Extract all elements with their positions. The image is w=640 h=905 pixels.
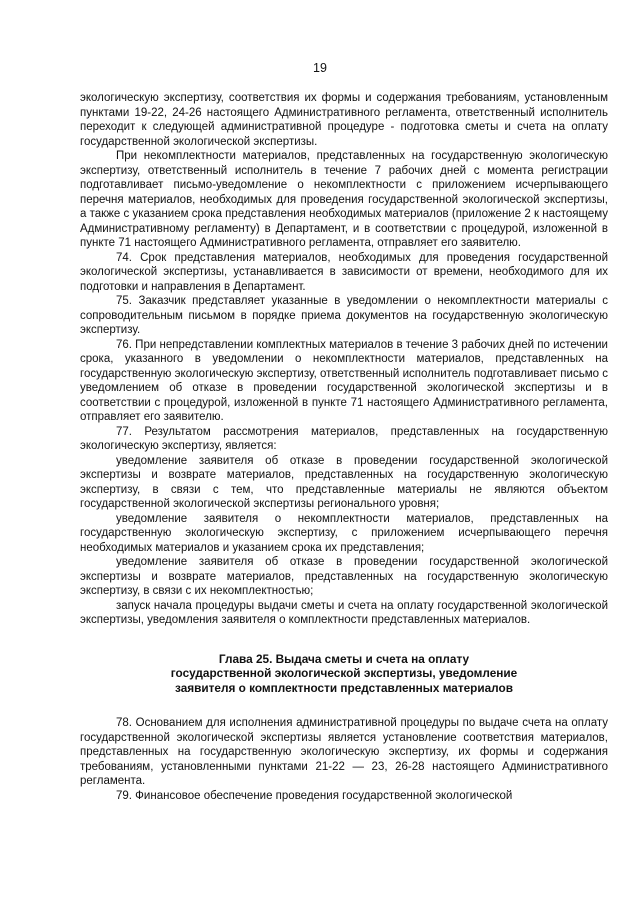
result-item: уведомление заявителя об отказе в проведении государственной экологической экспертизы и возврате материалов, представленных на государственную экологическую экспертизу, в связи с их некомплектностью; [80, 556, 608, 597]
chapter-title-line: Глава 25. Выдача сметы и счета на оплату [218, 651, 470, 666]
paragraph-item-77: 77. Результатом рассмотрения материалов, представленных на государственную экологическую экспертизу, является: [80, 425, 608, 452]
paragraph-item-74: 74. Срок представления материалов, необходимых для проведения государственной экологической экспертизы, устанавливается в зависимости от времени, необходимого для их подготовки и направления в Департамент. [80, 251, 608, 293]
paragraph-item-78: 78. Основанием для исполнения административной процедуры по выдаче счета на оплату государственной экологической экспертизы является установление соответствия материалов, представленных на государственную экологическую экспертизу, их формы и содержания требованиям, установленными пунктами 21-22 — 23, 26-28 настоящего Административного регламента. [80, 717, 608, 787]
document-body [80, 91, 608, 803]
chapter-title [80, 652, 608, 696]
result-item: уведомление заявителя о некомплектности материалов, представленных на государственную экологическую экспертизу, с приложением исчерпывающего перечня необходимых материалов и указанием срока их представления; [80, 512, 608, 554]
paragraph-item-76: 76. При непредставлении комплектных материалов в течение 3 рабочих дней по истечении срока, указанного в уведомлении о некомплектности материалов, представленных на государственную экологическую экспертизу, ответственный исполнитель подготавливает письмо с уведомлением об отказе в проведении государственной экологической экспертизы и в соответствии с процедурой, изложенной в пункте 71 настоящего Административного регламента, отправляет его заявителю. [80, 338, 608, 423]
paragraph-item-75: 75. Заказчик представляет указанные в уведомлении о некомплектности материалы с сопроводительным письмом в порядке приема документов на государственную экологическую экспертизу. [80, 295, 608, 336]
result-item: уведомление заявителя об отказе в проведении государственной экологической экспертизы и возврате материалов, представленных на государственную экологическую экспертизу, в связи с тем, что представленные материалы не являются объектом государственной экологической экспертизы регионального уровня; [80, 454, 608, 510]
paragraph-item-79: 79. Финансовое обеспечение проведения государственной экологической [116, 789, 513, 802]
chapter-title-line: заявителя о комплектности представленных материалов [175, 680, 513, 695]
paragraph: При некомплектности материалов, представленных на государственную экологическую экспертизу, ответственный исполнитель в течение 7 рабочих дней с момента регистрации подготавливает письмо-уведомление о некомплектности с приложением исчерпывающего перечня материалов, необходимых для проведения государственной экологической экспертизы, а также с указанием срока представления необходимых материалов (приложение 2 к настоящему Административному регламенту) в Департамент, и в соответствии с процедурой, изложенной в пункте 71 настоящего Административного регламента, отправляет его заявителю. [80, 150, 608, 249]
page-number: 19 [313, 61, 327, 75]
result-item: запуск начала процедуры выдачи сметы и счета на оплату государственной экологической экспертизы, уведомления заявителя о комплектности представленных материалов. [80, 599, 608, 626]
paragraph-continued: экологическую экспертизу, соответствия их формы и содержания требованиям, установленным пунктами 19-22, 24-26 настоящего Административного регламента, ответственный исполнитель переходит к следующей административной процедуре - подготовка сметы и счета на оплату государственной экологической экспертизы. [80, 92, 608, 148]
chapter-title-line: государственной экологической экспертизы, уведомление [170, 666, 518, 680]
